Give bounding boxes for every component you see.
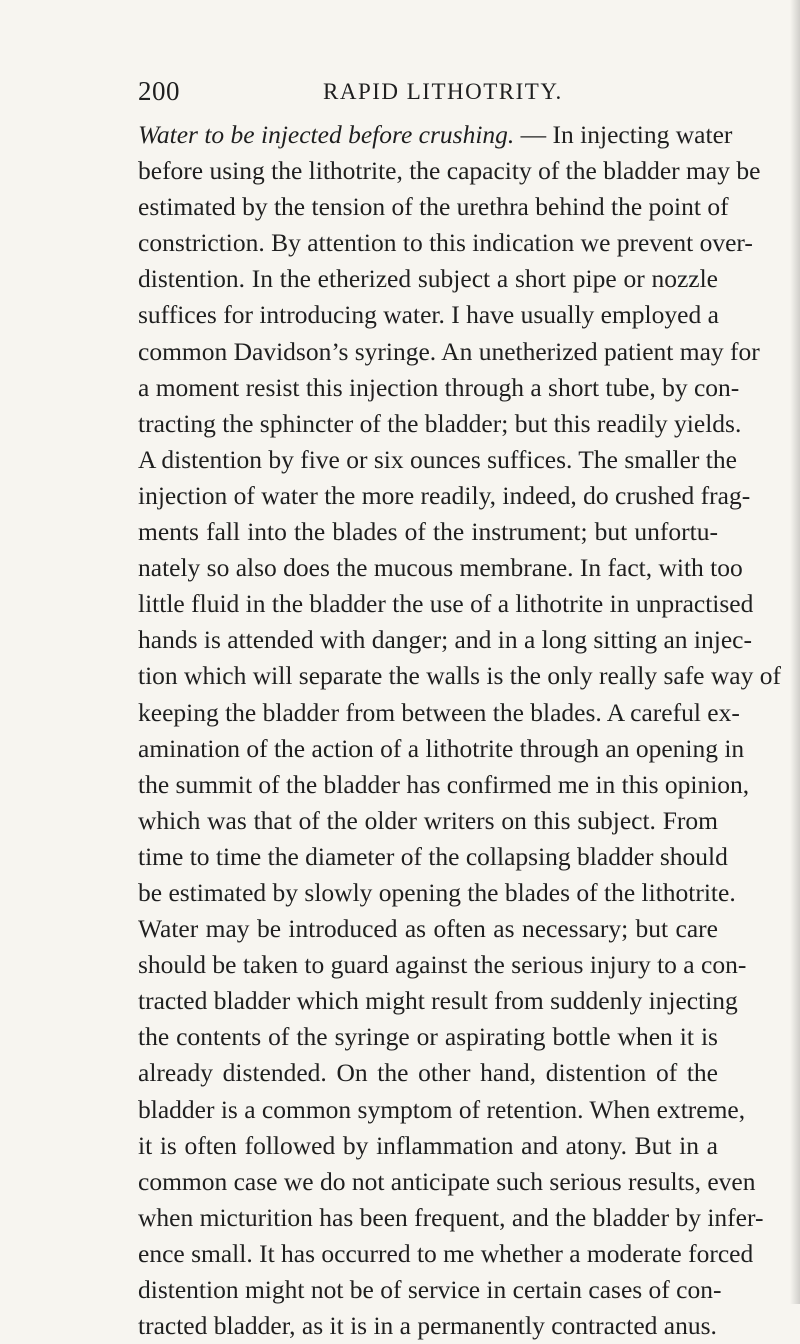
paragraph-line: estimated by the tension of the urethra behind the point of	[138, 192, 729, 222]
paragraph-line: the summit of the bladder has confirmed me in this opinion,	[138, 769, 750, 799]
paragraph-line: it is often followed by inflammation and atony. But in a	[138, 1130, 718, 1160]
paragraph-heading-continuation: — In injecting water	[514, 120, 733, 149]
paragraph-line: constriction. By attention to this indication we prevent over-	[138, 228, 753, 258]
paragraph-line: should be taken to guard against the serious injury to a con-	[138, 950, 747, 980]
page-edge-shadow	[790, 0, 800, 1304]
running-header	[138, 76, 718, 106]
paragraph-line: distention. In the etherized subject a short pipe or nozzle	[138, 264, 718, 294]
paragraph-line: little fluid in the bladder the use of a lithotrite in unpractised	[138, 589, 754, 619]
paragraph-line	[138, 117, 733, 153]
paragraph-line: nately so also does the mucous membrane. In fact, with too	[138, 553, 743, 583]
paragraph-line: bladder is a common symptom of retention. When extreme,	[138, 1094, 746, 1124]
paragraph-line: tracted bladder which might result from suddenly injecting	[138, 986, 738, 1016]
paragraph-line: suffices for introducing water. I have usually employed a	[138, 300, 719, 330]
paragraph-line: distention might not be of service in certain cases of con-	[138, 1275, 722, 1304]
paragraph-line: amination of the action of a lithotrite through an opening in	[138, 733, 745, 763]
paragraph-line: A distention by five or six ounces suffices. The smaller the	[138, 444, 737, 474]
paragraph-line: time to time the diameter of the collapsing bladder should	[138, 841, 728, 871]
paragraph-line: ments fall into the blades of the instrument; but unfortu-	[138, 517, 718, 547]
body-paragraph	[138, 117, 781, 1344]
running-title: RAPID LITHOTRITY.	[323, 79, 563, 104]
paragraph-line: tracted bladder, as it is in a permanently contracted anus.	[138, 1311, 717, 1341]
paragraph-line: when micturition has been frequent, and the bladder by infer-	[138, 1202, 764, 1232]
paragraph-line: keeping the bladder from between the blades. A careful ex-	[138, 697, 740, 727]
paragraph-line: Water may be introduced as often as necessary; but care	[138, 914, 718, 944]
paragraph-line: tracting the sphincter of the bladder; but this readily yields.	[138, 408, 742, 438]
paragraph-line: hands is attended with danger; and in a long sitting an injec-	[138, 625, 752, 655]
paragraph-line: already distended. On the other hand, distention of the	[138, 1058, 718, 1088]
paragraph-line: before using the lithotrite, the capacity of the bladder may be	[138, 156, 761, 186]
paragraph-line: a moment resist this injection through a short tube, by con-	[138, 372, 740, 402]
paragraph-line: tion which will separate the walls is the only really safe way of	[138, 661, 781, 691]
paragraph-line: injection of water the more readily, indeed, do crushed frag-	[138, 480, 751, 510]
paragraph-heading: Water to be injected before crushing.	[138, 120, 515, 149]
paragraph-line: the contents of the syringe or aspirating bottle when it is	[138, 1022, 718, 1052]
page-number: 200	[138, 76, 180, 106]
paragraph-line: ence small. It has occurred to me whether a moderate forced	[138, 1238, 754, 1268]
paragraph-line: be estimated by slowly opening the blades of the lithotrite.	[138, 877, 736, 907]
paragraph-line: which was that of the older writers on this subject. From	[138, 805, 718, 835]
paragraph-line: common case we do not anticipate such serious results, even	[138, 1166, 756, 1196]
paragraph-line: common Davidson’s syringe. An unetherized patient may for	[138, 336, 760, 366]
